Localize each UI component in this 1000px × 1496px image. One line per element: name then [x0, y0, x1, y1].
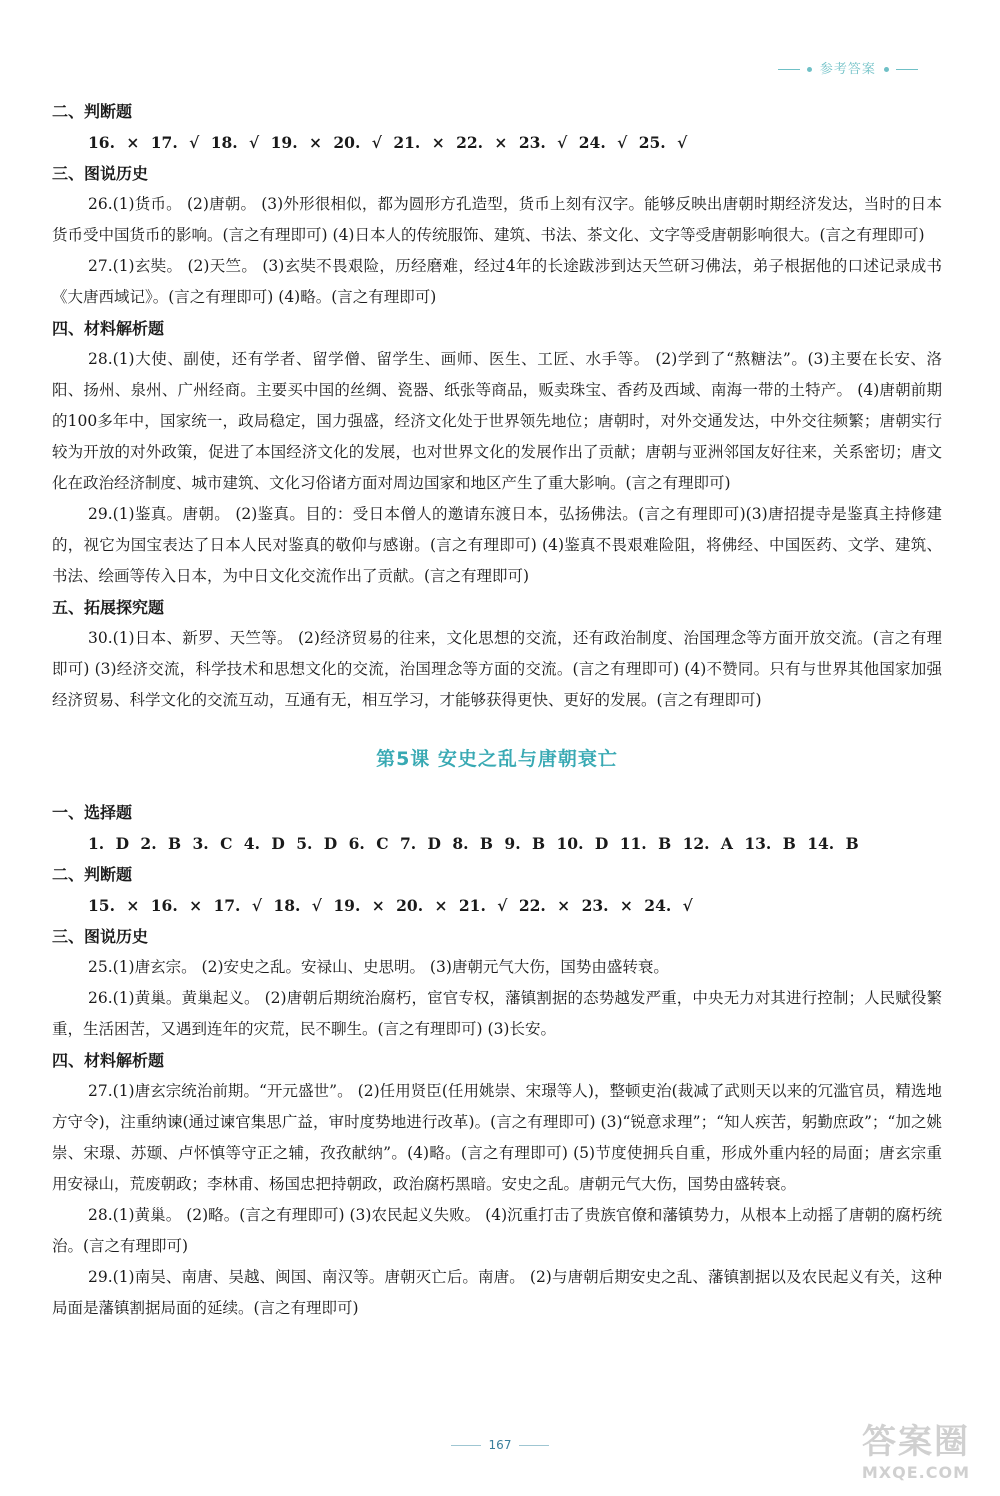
page-number: 167 — [488, 1438, 512, 1452]
answer-paragraph: 25.(1)唐玄宗。 (2)安史之乱。安禄山、史思明。 (3)唐朝元气大伤，国势由盛转衰。 — [88, 958, 669, 976]
footer-bar-left — [451, 1445, 481, 1446]
answer-row: 1. D 2. B 3. C 4. D 5. D 6. C 7. D 8. B 9. B 10. D 11. B 12. A 13. B 14. B — [88, 834, 859, 853]
answer-paragraph: 28.(1)大使、副使，还有学者、留学僧、留学生、画师、医生、工匠、水手等。 (2)学到了“熬糖法”。(3)主要在长安、洛阳、扬州、泉州、广州经商。主要买中国的丝绸、瓷器、纸张等商品，贩卖珠宝、香药及西域、南海一带的土特产。 (4)唐朝前期的100多年中，国家统一，政局稳定，国力强盛，经济文化处于世界领先地位；唐朝时，对外交通发达，中外交往频繁；唐朝实行较为开放的对外政策，促进了本国经济文化的发展，也对世界文化的发展作出了贡献；唐朝与亚洲邻国友好往来，关系密切；唐文化在政治经济制度、城市建筑、文化习俗诸方面对周边国家和地区产生了重大影响。(言之有理即可) — [52, 350, 942, 492]
header-dot — [884, 67, 889, 72]
answer-content — [52, 96, 942, 1324]
section-heading: 三、图说历史 — [52, 927, 149, 946]
answer-paragraph: 30.(1)日本、新罗、天竺等。 (2)经济贸易的往来，文化思想的交流，还有政治制度、治国理念等方面开放交流。(言之有理即可) (3)经济交流，科学技术和思想文化的交流，治国理念等方面的交流。(言之有理即可) (4)不赞同。只有与世界其他国家加强经济贸易、科学文化的交流互动，互通有无，相互学习，才能够获得更快、更好的发展。(言之有理即可) — [52, 629, 942, 709]
section-heading: 二、判断题 — [52, 865, 133, 884]
section-heading: 四、材料解析题 — [52, 1051, 165, 1070]
answer-paragraph: 29.(1)南吴、南唐、吴越、闽国、南汉等。唐朝灭亡后。南唐。 (2)与唐朝后期安史之乱、藩镇割据以及农民起义有关，这种局面是藩镇割据局面的延续。(言之有理即可) — [52, 1268, 942, 1317]
section-heading: 四、材料解析题 — [52, 319, 165, 338]
answer-paragraph: 27.(1)唐玄宗统治前期。“开元盛世”。 (2)任用贤臣(任用姚崇、宋璟等人)，整顿吏治(裁减了武则天以来的冗滥官员，精选地方守令)，注重纳谏(通过谏官集思广益，审时度势地进行改革)。(言之有理即可) (3)“锐意求理”；“知人疾苦，躬勤庶政”；“加之姚崇、宋璟、苏颋、卢怀慎等守正之辅，孜孜献纳”。(4)略。(言之有理即可) (5)节度使拥兵自重，形成外重内轻的局面；唐玄宗重用安禄山，荒废朝政；李林甫、杨国忠把持朝政，政治腐朽黑暗。安史之乱。唐朝元气大伤，国势由盛转衰。 — [52, 1082, 942, 1193]
watermark-url: MXQE.COM — [861, 1463, 970, 1482]
header-line-right — [896, 69, 918, 70]
answer-paragraph: 29.(1)鉴真。唐朝。 (2)鉴真。目的：受日本僧人的邀请东渡日本，弘扬佛法。(言之有理即可)(3)唐招提寺是鉴真主持修建的，视它为国宝表达了日本人民对鉴真的敬仰与感谢。(言之有理即可) (4)鉴真不畏艰难险阻，将佛经、中国医药、文学、建筑、书法、绘画等传入日本，为中日文化交流作出了贡献。(言之有理即可) — [52, 505, 942, 585]
section-heading: 五、拓展探究题 — [52, 598, 165, 617]
answer-paragraph: 27.(1)玄奘。 (2)天竺。 (3)玄奘不畏艰险，历经磨难，经过4年的长途跋涉到达天竺研习佛法，弟子根据他的口述记录成书《大唐西域记》。(言之有理即可) (4)略。(言之有理即可) — [52, 257, 942, 306]
header-line-left — [778, 69, 800, 70]
lesson-title: 第5课 安史之乱与唐朝衰亡 — [376, 748, 618, 770]
header-label: 参考答案 — [819, 62, 876, 77]
answer-row: 15. × 16. × 17. √ 18. √ 19. × 20. × 21. √ 22. × 23. × 24. √ — [88, 896, 693, 915]
header-dot — [807, 67, 812, 72]
section-heading: 三、图说历史 — [52, 164, 149, 183]
answer-paragraph: 28.(1)黄巢。 (2)略。(言之有理即可) (3)农民起义失败。 (4)沉重打击了贵族官僚和藩镇势力，从根本上动摇了唐朝的腐朽统治。(言之有理即可) — [52, 1206, 942, 1255]
watermark-logo — [770, 1414, 970, 1482]
answer-paragraph: 26.(1)货币。 (2)唐朝。 (3)外形很相似，都为圆形方孔造型，货币上刻有汉字。能够反映出唐朝时期经济发达，当时的日本货币受中国货币的影响。(言之有理即可) (4)日本人的传统服饰、建筑、书法、茶文化、文字等受唐朝影响很大。(言之有理即可) — [52, 195, 942, 244]
page-header — [774, 58, 922, 77]
section-heading: 二、判断题 — [52, 102, 133, 121]
section-heading: 一、选择题 — [52, 803, 133, 822]
footer-bar-right — [519, 1445, 549, 1446]
watermark-text: 答案圈 — [862, 1422, 970, 1462]
answer-row: 16. × 17. √ 18. √ 19. × 20. √ 21. × 22. × 23. √ 24. √ 25. √ — [88, 133, 688, 152]
answer-paragraph: 26.(1)黄巢。黄巢起义。 (2)唐朝后期统治腐朽，宦官专权，藩镇割据的态势越发严重，中央无力对其进行控制；人民赋役繁重，生活困苦，又遇到连年的灾荒，民不聊生。(言之有理即可) (3)长安。 — [52, 989, 942, 1038]
